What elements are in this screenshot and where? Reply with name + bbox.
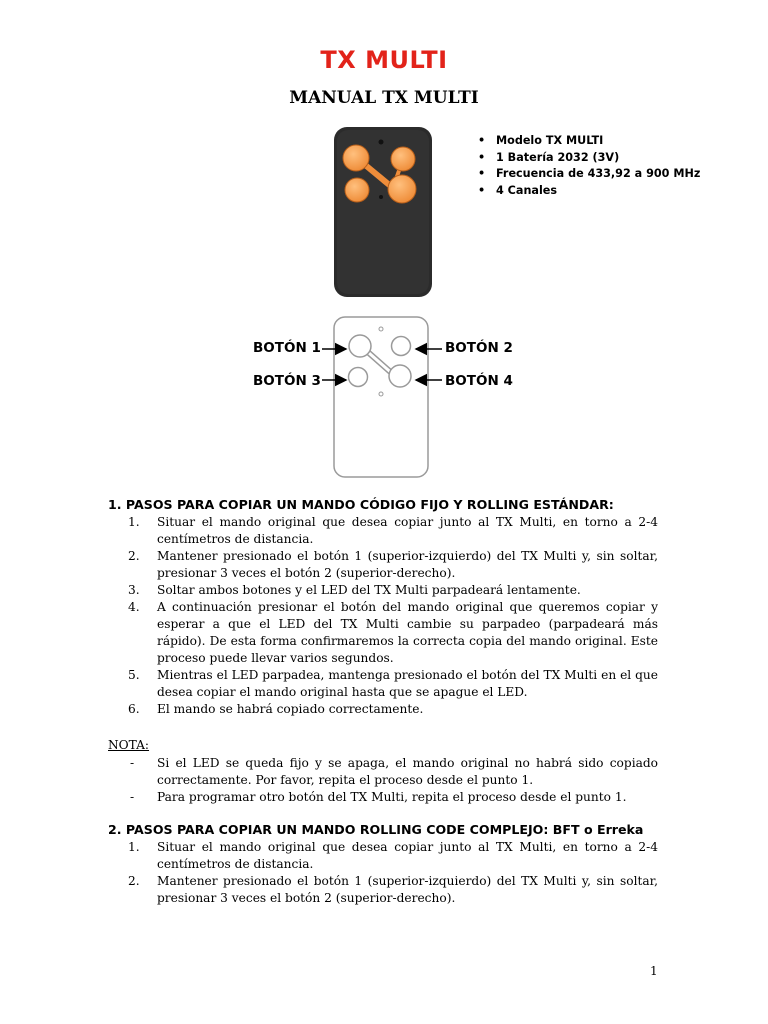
specs-list — [478, 133, 700, 199]
spec-item: • Frecuencia de 433,92 a 900 MHz — [478, 166, 700, 183]
spec-item: • 1 Batería 2032 (3V) — [478, 150, 700, 167]
spec-item: • 4 Canales — [478, 183, 700, 200]
list-item: 1. Situar el mando original que desea copiar junto al TX Multi, en torno a 2-4 centímetros de distancia. — [128, 840, 658, 871]
list-item: 1. Situar el mando original que desea copiar junto al TX Multi, en torno a 2-4 centímetros de distancia. — [128, 515, 658, 546]
remote-button-diagram — [333, 316, 429, 478]
section-2-heading: 2. PASOS PARA COPIAR UN MANDO ROLLING CODE COMPLEJO: BFT o Erreka — [108, 822, 644, 837]
list-item: - Si el LED se queda fijo y se apaga, el mando original no habrá sido copiado correctamente. Por favor, repita el proceso desde el punto 1. — [130, 756, 658, 787]
list-item: 5. Mientras el LED parpadea, mantenga presionado el botón del TX Multi en el que desea copiar el mando original hasta que se apague el LED. — [128, 668, 658, 699]
nota-label: NOTA: — [108, 738, 150, 752]
nota-list — [108, 755, 658, 806]
list-item: 2. Mantener presionado el botón 1 (superior-izquierdo) del TX Multi y, sin soltar, presionar 3 veces el botón 2 (superior-derecho). — [128, 874, 658, 905]
label-boton-3: BOTÓN 3 — [253, 373, 321, 389]
label-boton-2: BOTÓN 2 — [445, 340, 513, 356]
list-item: 6. El mando se habrá copiado correctamente. — [128, 702, 424, 716]
section-1-heading: 1. PASOS PARA COPIAR UN MANDO CÓDIGO FIJO Y ROLLING ESTÁNDAR: — [108, 497, 614, 512]
label-boton-1: BOTÓN 1 — [253, 340, 321, 356]
list-item: 3. Soltar ambos botones y el LED del TX Multi parpadeará lentamente. — [128, 583, 581, 597]
brand-logo-text: TX MULTI — [320, 46, 448, 74]
label-boton-4: BOTÓN 4 — [445, 373, 513, 389]
spec-item: • Modelo TX MULTI — [478, 133, 700, 150]
page-number: 1 — [650, 964, 658, 978]
page-title: MANUAL TX MULTI — [289, 88, 479, 108]
list-item: 4. A continuación presionar el botón del mando original que queremos copiar y esperar a que el LED del TX Multi cambie su parpadeo (parpadeará más rápido). De esta forma confirmaremos la correcta copia del mando original. Este proceso puede llevar varios segundos. — [128, 600, 658, 665]
section-1-steps — [112, 514, 658, 718]
remote-photo — [333, 126, 433, 298]
section-2-steps — [112, 839, 658, 907]
list-item: 2. Mantener presionado el botón 1 (superior-izquierdo) del TX Multi y, sin soltar, presionar 3 veces el botón 2 (superior-derecho). — [128, 549, 658, 580]
list-item: - Para programar otro botón del TX Multi, repita el proceso desde el punto 1. — [130, 790, 627, 804]
